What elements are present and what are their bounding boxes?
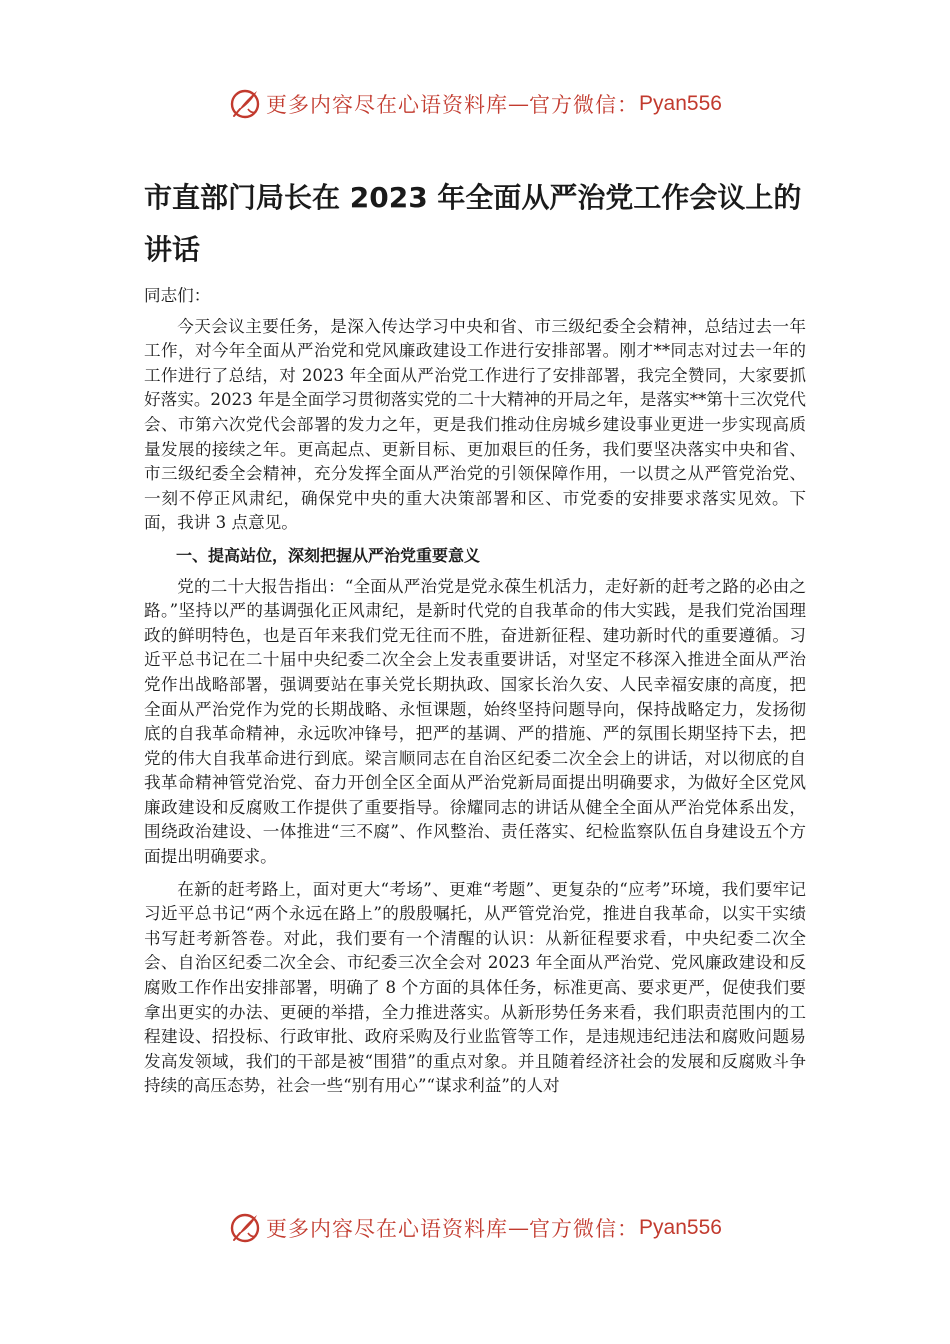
quill-logo-icon [228, 87, 262, 121]
banner-wechat-id: Pyan556 [639, 1216, 722, 1239]
banner-separator: — [508, 92, 530, 116]
document-title: 市直部门局长在 2023 年全面从严治党工作会议上的讲话 [144, 181, 802, 266]
banner-text: 更多内容尽在心语资料库 [266, 1217, 509, 1241]
document-body [144, 284, 806, 1107]
header-banner [0, 84, 950, 124]
banner-text: 更多内容尽在心语资料库 [266, 93, 509, 117]
section-heading: 一、提高站位，深刻把握从严治党重要意义 [176, 545, 481, 565]
paragraph-section-1: 党的二十大报告指出：“全面从严治党是党永葆生机活力，走好新的赶考之路的必由之路。”坚持以严的基调强化正风肃纪，是新时代党的自我革命的伟大实践，是我们党治国理政的鲜明特色，也是百年来我们党无往而不胜，奋进新征程、建功新时代的重要遵循。习近平总书记在二十届中央纪委二次全会上发表重要讲话，对坚定不移深入推进全面从严治党作出战略部署，强调要站在事关党长期执政、国家长治久安、人民幸福安康的高度，把全面从严治党作为党的长期战略、永恒课题，始终坚持问题导向，保持战略定力，发扬彻底的自我革命精神，永远吹冲锋号，把严的基调、严的措施、严的氛围长期坚持下去，把党的伟大自我革命进行到底。梁言顺同志在自治区纪委二次全会上的讲话，对以彻底的自我革命精神管党治党、奋力开创全区全面从严治党新局面提出明确要求，为做好全区党风廉政建设和反腐败工作提供了重要指导。徐耀同志的讲话从健全全面从严治党体系出发，围绕政治建设、一体推进“三不腐”、作风整治、责任落实、纪检监察队伍自身建设五个方面提出明确要求。 [144, 576, 806, 867]
paragraph-section-2: 在新的赶考路上，面对更大“考场”、更难“考题”、更复杂的“应考”环境，我们要牢记习近平总书记“两个永远在路上”的殷殷嘱托，从严管党治党，推进自我革命，以实干实绩书写赶考新答卷。对此，我们要有一个清醒的认识：从新征程要求看，中央纪委二次全会、自治区纪委二次全会、市纪委三次全会对 2023 年全面从严治党、党风廉政建设和反腐败工作作出安排部署，明确了 8 个方面的具体任务，标准更高、要求更严，促使我们要拿出更实的办法、更硬的举措，全力推进落实。从新形势任务来看，我们职责范围内的工程建设、招投标、行政审批、政府采购及行业监管等工作，是违规违纪违法和腐败问题易发高发领域，我们的干部是被“围猎”的重点对象。并且随着经济社会的发展和反腐败斗争持续的高压态势，社会一些“别有用心”“谋求利益”的人对 [144, 879, 806, 1096]
banner-separator: — [508, 1216, 530, 1240]
quill-logo-icon [228, 1211, 262, 1245]
paragraph-intro: 今天会议主要任务，是深入传达学习中央和省、市三级纪委全会精神，总结过去一年工作，对今年全面从严治党和党风廉政建设工作进行安排部署。刚才**同志对过去一年的工作进行了总结，对 2023 年全面从严治党工作进行了安排部署，我完全赞同，大家要抓好落实。2023 年是全面学习贯彻落实党的二十大精神的开局之年，是落实**第十三次党代会、市第六次党代会部署的发力之年，更是我们推动住房城乡建设事业更进一步实现高质量发展的接续之年。更高起点、更新目标、更加艰巨的任务，我们要坚决落实中央和省、市三级纪委全会精神，充分发挥全面从严治党的引领保障作用，一以贯之从严管党治党、一刻不停正风肃纪，确保党中央的重大决策部署和区、市党委的安排要求落实见效。下面，我讲 3 点意见。 [144, 316, 806, 533]
salutation: 同志们： [144, 286, 211, 305]
banner-label: 官方微信： [529, 1217, 640, 1241]
banner-wechat-id: Pyan556 [639, 92, 722, 115]
footer-banner [0, 1208, 950, 1248]
banner-label: 官方微信： [529, 93, 640, 117]
